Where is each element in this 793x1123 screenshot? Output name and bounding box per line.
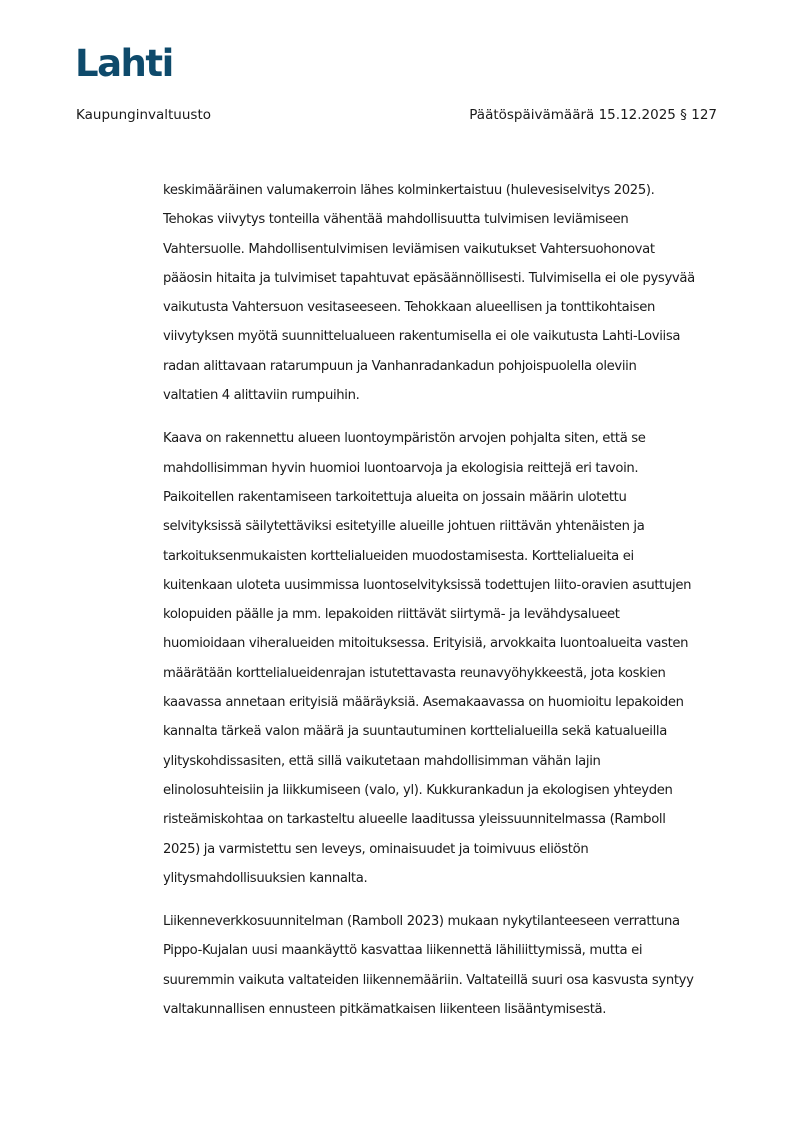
text-line: 2025) ja varmistettu sen leveys, ominaisuudet ja toimivuus eliöstön: [163, 841, 589, 857]
text-line: suuremmin vaikuta valtateiden liikennemääriin. Valtateillä suuri osa kasvusta syntyy: [163, 972, 694, 988]
text-line: kolopuiden päälle ja mm. lepakoiden riittävät siirtymä- ja levähdysalueet: [163, 607, 620, 623]
document-body: [163, 176, 733, 1038]
text-line: kannalta tärkeä valon määrä ja suuntautuminen korttelialueilla sekä katualueilla: [163, 724, 667, 740]
text-line: valtatien 4 alittaviin rumpuihin.: [163, 388, 360, 404]
text-line: tarkoituksenmukaisten korttelialueiden muodostamisesta. Korttelialueita ei: [163, 548, 634, 564]
text-line: ylitysmahdollisuuksien kannalta.: [163, 870, 368, 886]
text-line: pääosin hitaita ja tulvimiset tapahtuvat epäsäännöllisesti. Tulvimisella ei ole pysyvää: [163, 270, 695, 286]
text-line: radan alittavaan ratarumpuun ja Vanhanradankadun pohjoispuolella oleviin: [163, 358, 637, 374]
text-line: valtakunnallisen ennusteen pitkämatkaisen liikenteen lisääntymisestä.: [163, 1002, 607, 1018]
text-line: ylityskohdissasiten, että sillä vaikutetaan mahdollisimman vähän lajin: [163, 753, 601, 769]
text-line: viivytyksen myötä suunnittelualueen rakentumisella ei ole vaikutusta Lahti-Loviisa: [163, 329, 681, 345]
lahti-logo: Lahti: [75, 42, 173, 85]
text-line: vaikutusta Vahtersuon vesitaseeseen. Tehokkaan alueellisen ja tonttikohtaisen: [163, 300, 656, 316]
text-line: keskimääräinen valumakerroin lähes kolminkertaistuu (hulevesiselvitys 2025).: [163, 183, 655, 198]
text-line: risteämiskohtaa on tarkasteltu alueelle laaditussa yleissuunnitelmassa (Ramboll: [163, 812, 666, 828]
text-line: huomioidaan viheralueiden mitoituksessa. Erityisiä, arvokkaita luontoalueita vasten: [163, 636, 689, 652]
text-line: Vahtersuolle. Mahdollisentulvimisen leviämisen vaikutukset Vahtersuohonovat: [163, 241, 655, 257]
text-line: Liikenneverkkosuunnitelman (Ramboll 2023) mukaan nykytilanteeseen verrattuna: [163, 914, 680, 930]
text-line: Pippo-Kujalan uusi maankäyttö kasvattaa liikennettä lähiliittymissä, mutta ei: [163, 943, 643, 959]
paragraph: [163, 907, 733, 1024]
text-line: Kaava on rakennettu alueen luontoympäristön arvojen pohjalta siten, että se: [163, 431, 646, 447]
text-line: elinolosuhteisiin ja liikkumiseen (valo, yl). Kukkurankadun ja ekologisen yhteyden: [163, 782, 673, 798]
paragraph: [163, 424, 733, 893]
text-line: selvityksissä säilytettäviksi esitetyille alueille johtuen riittävän yhtenäisten ja: [163, 519, 645, 535]
paragraph: [163, 176, 733, 410]
text-line: määrätään korttelialueidenrajan istutettavasta reunavyöhykkeestä, jota koskien: [163, 665, 666, 681]
decision-date-section: Päätöspäivämäärä 15.12.2025 § 127: [469, 107, 717, 123]
text-line: kaavassa annetaan erityisiä määräyksiä. Asemakaavassa on huomioitu lepakoiden: [163, 695, 684, 711]
organ-name: Kaupunginvaltuusto: [76, 107, 212, 123]
text-line: Tehokas viivytys tonteilla vähentää mahdollisuutta tulvimisen leviämiseen: [163, 212, 629, 228]
text-line: mahdollisimman hyvin huomioi luontoarvoja ja ekologisia reittejä eri tavoin.: [163, 460, 639, 476]
text-line: kuitenkaan uloteta uusimmissa luontoselvityksissä todettujen liito-oravien asuttujen: [163, 577, 692, 593]
text-line: Paikoitellen rakentamiseen tarkoitettuja alueita on jossain määrin ulotettu: [163, 489, 627, 505]
